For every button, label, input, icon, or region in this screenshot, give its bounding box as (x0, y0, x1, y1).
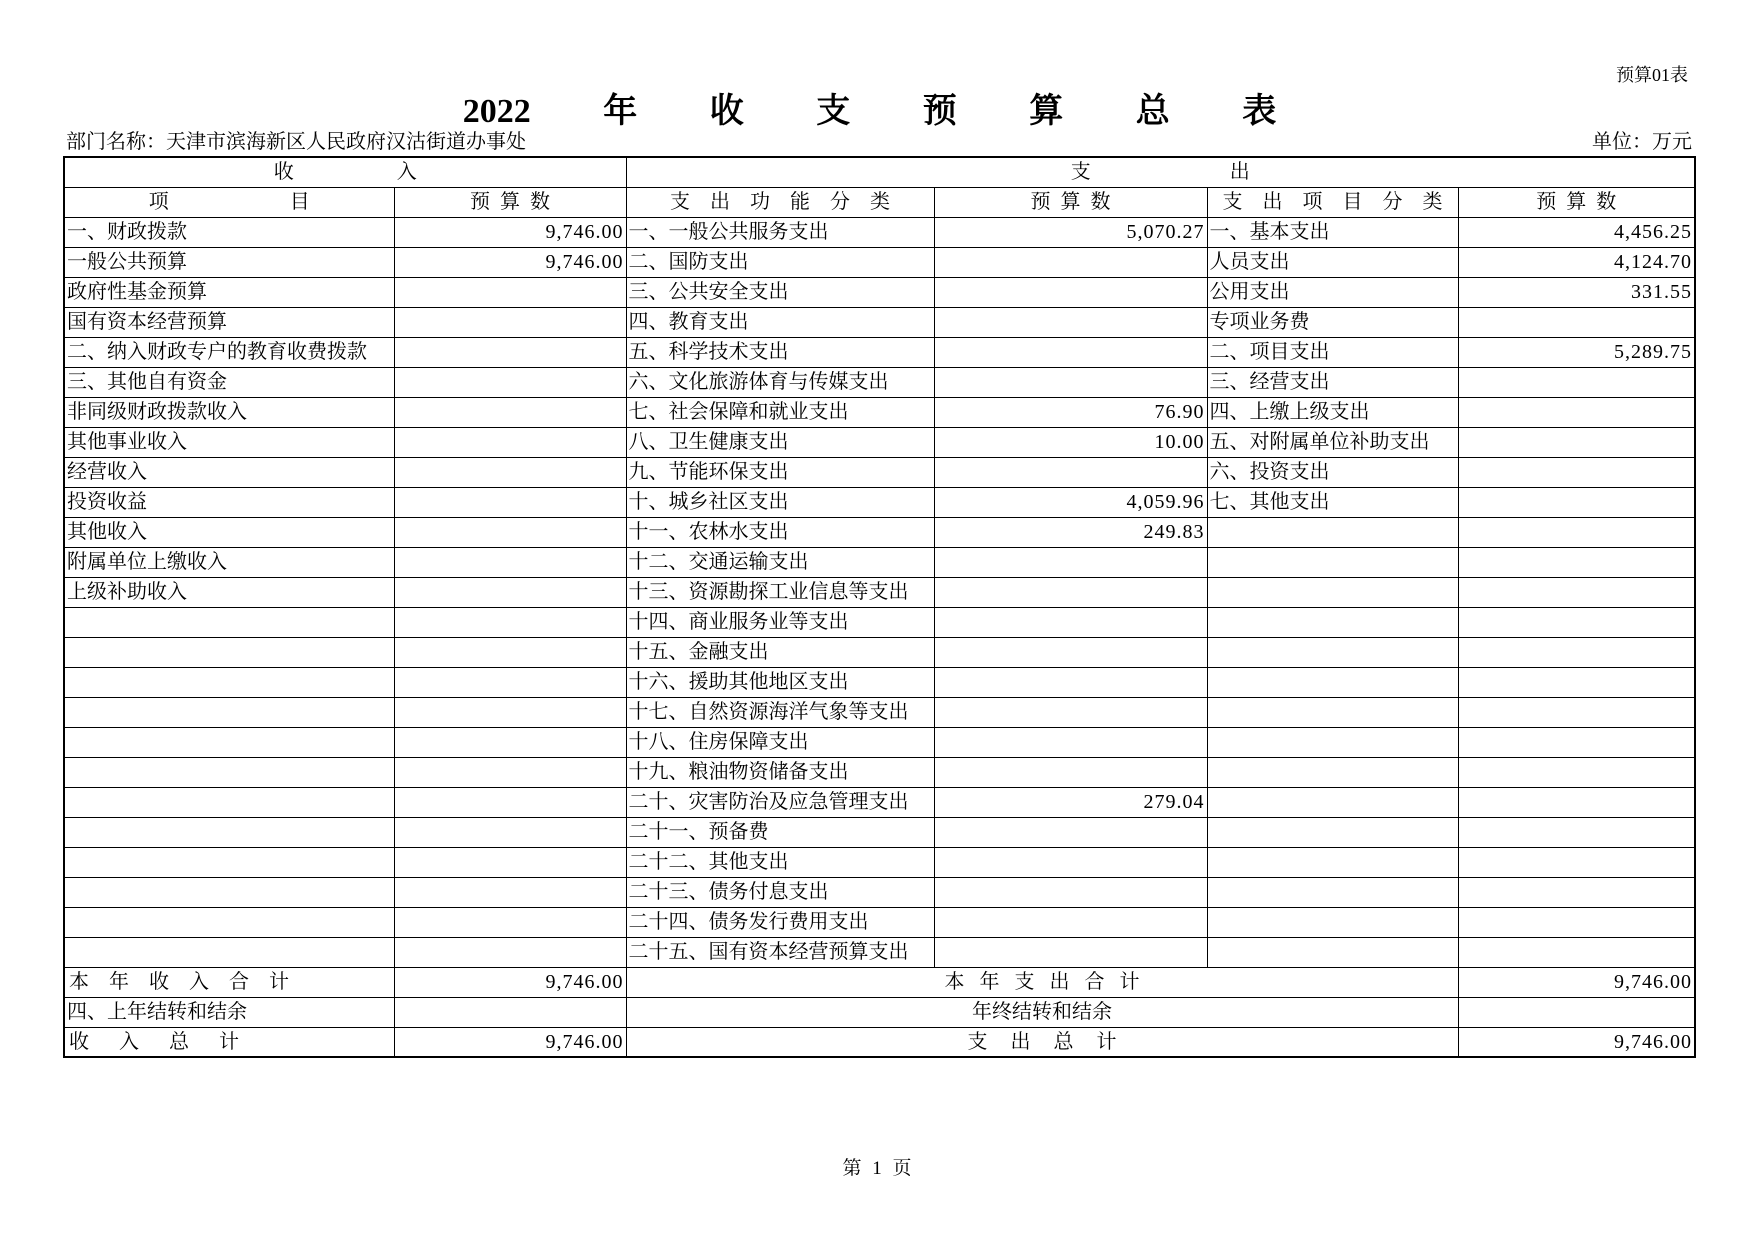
proj-item-cell (1207, 937, 1458, 967)
func-item-cell: 八、卫生健康支出 (626, 427, 934, 457)
proj-value-cell (1458, 937, 1695, 967)
income-item-cell (64, 757, 394, 787)
table-row (64, 397, 1695, 427)
income-item-cell: 一般公共预算 (64, 247, 394, 277)
func-value-cell: 10.00 (934, 427, 1207, 457)
func-value-cell: 249.83 (934, 517, 1207, 547)
proj-value-cell (1458, 877, 1695, 907)
income-value-cell (394, 727, 626, 757)
func-item-cell: 二十一、预备费 (626, 817, 934, 847)
income-total-value: 9,746.00 (394, 967, 626, 997)
proj-value-cell (1458, 787, 1695, 817)
proj-item-cell: 三、经营支出 (1207, 367, 1458, 397)
proj-value-cell (1458, 667, 1695, 697)
table-row (64, 667, 1695, 697)
proj-value-cell (1458, 697, 1695, 727)
func-value-cell (934, 367, 1207, 397)
func-value-cell (934, 877, 1207, 907)
expense-total-value: 9,746.00 (1458, 967, 1695, 997)
income-value-cell (394, 307, 626, 337)
func-value-cell (934, 637, 1207, 667)
func-value-cell (934, 547, 1207, 577)
income-item-cell: 一、财政拨款 (64, 217, 394, 247)
income-item-cell (64, 607, 394, 637)
table-row (64, 937, 1695, 967)
page-number: 第 1 页 (842, 1158, 912, 1179)
proj-item-cell: 人员支出 (1207, 247, 1458, 277)
income-value-cell (394, 937, 626, 967)
proj-value-cell (1458, 457, 1695, 487)
income-value-cell (394, 607, 626, 637)
table-row (64, 487, 1695, 517)
func-value-cell (934, 847, 1207, 877)
proj-item-cell (1207, 817, 1458, 847)
proj-value-cell (1458, 847, 1695, 877)
income-item-cell: 投资收益 (64, 487, 394, 517)
table-row (64, 847, 1695, 877)
proj-item-cell: 四、上缴上级支出 (1207, 397, 1458, 427)
table-row (64, 697, 1695, 727)
grand-income-value: 9,746.00 (394, 1027, 626, 1057)
table-row (64, 427, 1695, 457)
proj-value-cell: 331.55 (1458, 277, 1695, 307)
table-row (64, 607, 1695, 637)
func-item-cell: 二十四、债务发行费用支出 (626, 907, 934, 937)
income-item-cell: 国有资本经营预算 (64, 307, 394, 337)
income-value-cell: 9,746.00 (394, 247, 626, 277)
year-end-label: 年终结转和结余 (626, 997, 1458, 1027)
table-row (64, 907, 1695, 937)
table-row (64, 337, 1695, 367)
func-item-cell: 二十二、其他支出 (626, 847, 934, 877)
proj-item-cell (1207, 727, 1458, 757)
income-value-cell (394, 427, 626, 457)
income-value-cell (394, 637, 626, 667)
proj-item-cell (1207, 637, 1458, 667)
income-value-cell (394, 367, 626, 397)
income-item-cell (64, 907, 394, 937)
header-item: 项 目 (64, 187, 394, 217)
income-item-cell (64, 787, 394, 817)
proj-value-cell (1458, 607, 1695, 637)
func-value-cell (934, 817, 1207, 847)
income-value-cell: 9,746.00 (394, 217, 626, 247)
proj-item-cell (1207, 697, 1458, 727)
proj-item-cell (1207, 547, 1458, 577)
income-item-cell: 其他收入 (64, 517, 394, 547)
func-item-cell: 二十、灾害防治及应急管理支出 (626, 787, 934, 817)
proj-value-cell (1458, 547, 1695, 577)
income-item-cell: 政府性基金预算 (64, 277, 394, 307)
proj-value-cell (1458, 577, 1695, 607)
proj-item-cell (1207, 907, 1458, 937)
income-value-cell (394, 667, 626, 697)
income-value-cell (394, 757, 626, 787)
func-item-cell: 十五、金融支出 (626, 637, 934, 667)
proj-value-cell: 4,124.70 (1458, 247, 1695, 277)
func-value-cell: 5,070.27 (934, 217, 1207, 247)
func-value-cell (934, 727, 1207, 757)
table-row (64, 577, 1695, 607)
func-item-cell: 十七、自然资源海洋气象等支出 (626, 697, 934, 727)
form-number: 预算01表 (1616, 65, 1688, 85)
header-proj-budget: 预 算 数 (1458, 187, 1695, 217)
income-item-cell (64, 637, 394, 667)
income-value-cell (394, 907, 626, 937)
income-value-cell (394, 847, 626, 877)
table-row (64, 727, 1695, 757)
func-value-cell (934, 247, 1207, 277)
budget-table (63, 156, 1696, 1058)
income-value-cell (394, 457, 626, 487)
func-item-cell: 十一、农林水支出 (626, 517, 934, 547)
income-value-cell (394, 817, 626, 847)
proj-value-cell: 4,456.25 (1458, 217, 1695, 247)
header-row-1 (64, 157, 1695, 187)
income-item-cell (64, 937, 394, 967)
func-item-cell: 十八、住房保障支出 (626, 727, 934, 757)
func-value-cell (934, 907, 1207, 937)
proj-value-cell (1458, 307, 1695, 337)
income-item-cell (64, 817, 394, 847)
proj-value-cell (1458, 727, 1695, 757)
year-end-value (1458, 997, 1695, 1027)
grand-expense-label: 支 出 总 计 (626, 1027, 1458, 1057)
func-value-cell (934, 307, 1207, 337)
func-value-cell (934, 577, 1207, 607)
proj-item-cell (1207, 757, 1458, 787)
func-value-cell (934, 337, 1207, 367)
func-value-cell (934, 697, 1207, 727)
table-row (64, 247, 1695, 277)
income-value-cell (394, 877, 626, 907)
func-value-cell (934, 457, 1207, 487)
income-value-cell (394, 487, 626, 517)
proj-value-cell: 5,289.75 (1458, 337, 1695, 367)
func-item-cell: 五、科学技术支出 (626, 337, 934, 367)
proj-item-cell (1207, 787, 1458, 817)
carryover-label: 四、上年结转和结余 (64, 997, 394, 1027)
carryover-value (394, 997, 626, 1027)
income-item-cell: 上级补助收入 (64, 577, 394, 607)
income-item-cell (64, 877, 394, 907)
func-value-cell (934, 667, 1207, 697)
proj-item-cell (1207, 577, 1458, 607)
income-item-cell (64, 667, 394, 697)
func-item-cell: 二、国防支出 (626, 247, 934, 277)
header-proj-class: 支 出 项 目 分 类 (1207, 187, 1458, 217)
func-item-cell: 十六、援助其他地区支出 (626, 667, 934, 697)
proj-item-cell (1207, 607, 1458, 637)
income-item-cell: 其他事业收入 (64, 427, 394, 457)
header-income-budget: 预 算 数 (394, 187, 626, 217)
func-item-cell: 十、城乡社区支出 (626, 487, 934, 517)
proj-value-cell (1458, 397, 1695, 427)
proj-item-cell: 公用支出 (1207, 277, 1458, 307)
income-value-cell (394, 337, 626, 367)
table-row (64, 817, 1695, 847)
income-value-cell (394, 577, 626, 607)
proj-value-cell (1458, 487, 1695, 517)
proj-item-cell (1207, 517, 1458, 547)
proj-value-cell (1458, 517, 1695, 547)
grand-income-label: 收 入 总 计 (64, 1027, 394, 1057)
grand-expense-value: 9,746.00 (1458, 1027, 1695, 1057)
income-item-cell: 二、纳入财政专户的教育收费拨款 (64, 337, 394, 367)
func-value-cell: 279.04 (934, 787, 1207, 817)
func-value-cell (934, 937, 1207, 967)
income-total-label: 本 年 收 入 合 计 (64, 967, 394, 997)
income-value-cell (394, 397, 626, 427)
func-item-cell: 三、公共安全支出 (626, 277, 934, 307)
page-title: 2022 年 收 支 预 算 总 表 (462, 93, 1277, 130)
func-value-cell (934, 757, 1207, 787)
header-expense: 支 出 (626, 157, 1695, 187)
proj-item-cell (1207, 877, 1458, 907)
table-row (64, 277, 1695, 307)
header-func-class: 支 出 功 能 分 类 (626, 187, 934, 217)
table-row (64, 877, 1695, 907)
proj-value-cell (1458, 367, 1695, 397)
proj-item-cell: 五、对附属单位补助支出 (1207, 427, 1458, 457)
header-row-2 (64, 187, 1695, 217)
func-value-cell: 4,059.96 (934, 487, 1207, 517)
table-row (64, 637, 1695, 667)
table-row (64, 757, 1695, 787)
func-item-cell: 一、一般公共服务支出 (626, 217, 934, 247)
income-value-cell (394, 787, 626, 817)
total-row (64, 967, 1695, 997)
income-value-cell (394, 547, 626, 577)
func-value-cell: 76.90 (934, 397, 1207, 427)
income-item-cell (64, 697, 394, 727)
proj-value-cell (1458, 757, 1695, 787)
expense-total-label: 本 年 支 出 合 计 (626, 967, 1458, 997)
proj-item-cell (1207, 847, 1458, 877)
table-row (64, 457, 1695, 487)
func-item-cell: 七、社会保障和就业支出 (626, 397, 934, 427)
proj-item-cell: 专项业务费 (1207, 307, 1458, 337)
table-row (64, 517, 1695, 547)
table-row (64, 217, 1695, 247)
header-income: 收 入 (64, 157, 626, 187)
grand-total-row (64, 1027, 1695, 1057)
income-value-cell (394, 277, 626, 307)
income-item-cell: 附属单位上缴收入 (64, 547, 394, 577)
func-item-cell: 六、文化旅游体育与传媒支出 (626, 367, 934, 397)
func-item-cell: 十三、资源勘探工业信息等支出 (626, 577, 934, 607)
func-value-cell (934, 277, 1207, 307)
income-item-cell: 三、其他自有资金 (64, 367, 394, 397)
func-item-cell: 十二、交通运输支出 (626, 547, 934, 577)
proj-item-cell: 一、基本支出 (1207, 217, 1458, 247)
proj-item-cell: 二、项目支出 (1207, 337, 1458, 367)
unit-label: 单位：万元 (1592, 131, 1692, 153)
func-item-cell: 二十三、债务付息支出 (626, 877, 934, 907)
table-row (64, 787, 1695, 817)
income-item-cell: 经营收入 (64, 457, 394, 487)
proj-value-cell (1458, 907, 1695, 937)
header-func-budget: 预 算 数 (934, 187, 1207, 217)
income-value-cell (394, 517, 626, 547)
proj-value-cell (1458, 427, 1695, 457)
proj-item-cell: 六、投资支出 (1207, 457, 1458, 487)
income-item-cell (64, 727, 394, 757)
proj-value-cell (1458, 637, 1695, 667)
table-row (64, 367, 1695, 397)
func-item-cell: 二十五、国有资本经营预算支出 (626, 937, 934, 967)
func-value-cell (934, 607, 1207, 637)
department-name: 部门名称：天津市滨海新区人民政府汉沽街道办事处 (66, 131, 526, 153)
proj-value-cell (1458, 817, 1695, 847)
proj-item-cell (1207, 667, 1458, 697)
income-item-cell: 非同级财政拨款收入 (64, 397, 394, 427)
func-item-cell: 九、节能环保支出 (626, 457, 934, 487)
func-item-cell: 十九、粮油物资储备支出 (626, 757, 934, 787)
income-item-cell (64, 847, 394, 877)
income-value-cell (394, 697, 626, 727)
func-item-cell: 四、教育支出 (626, 307, 934, 337)
carryover-row (64, 997, 1695, 1027)
proj-item-cell: 七、其他支出 (1207, 487, 1458, 517)
func-item-cell: 十四、商业服务业等支出 (626, 607, 934, 637)
table-row (64, 307, 1695, 337)
table-row (64, 547, 1695, 577)
